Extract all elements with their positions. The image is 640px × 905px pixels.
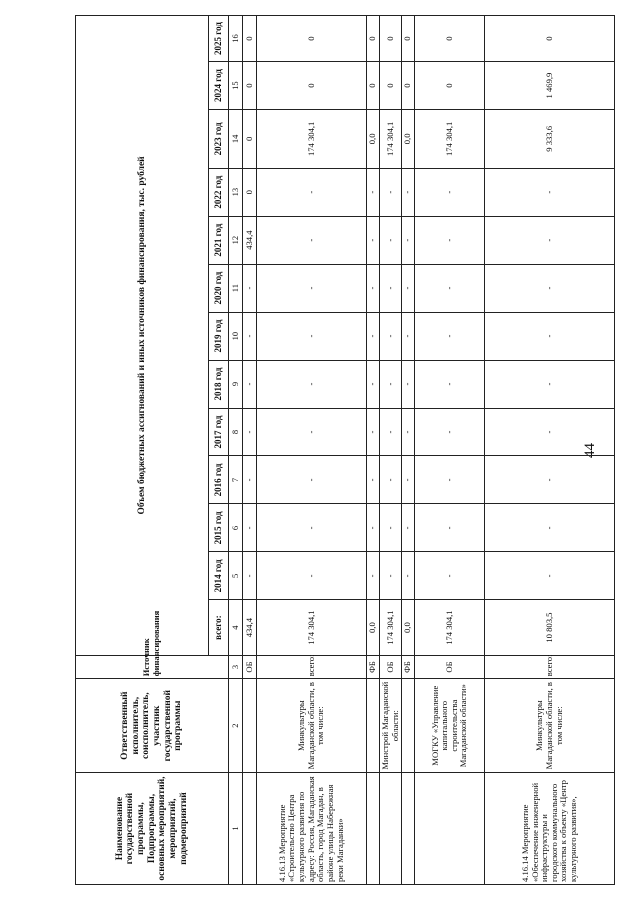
- table-cell: [415, 773, 485, 885]
- table-cell: -: [243, 552, 257, 600]
- header-year: 2016 год: [209, 456, 229, 504]
- table-cell: -: [485, 264, 615, 312]
- table-cell: -: [243, 264, 257, 312]
- table-cell: -: [380, 216, 402, 264]
- table-cell: -: [367, 312, 380, 360]
- page-number: 44: [582, 443, 598, 458]
- header-year: 2014 год: [209, 552, 229, 600]
- col-number: 5: [229, 552, 243, 600]
- table-cell: [380, 773, 402, 885]
- table-cell: 0: [243, 16, 257, 62]
- table-cell: ОБ: [415, 655, 485, 678]
- table-cell: -: [243, 504, 257, 552]
- table-cell: -: [380, 504, 402, 552]
- table-cell: ОБ: [380, 655, 402, 678]
- table-cell: Минкультуры Магаданской области, в том числе:: [485, 679, 615, 773]
- table-cell: -: [367, 456, 380, 504]
- col-number: 13: [229, 168, 243, 216]
- table-cell: 0: [402, 16, 415, 62]
- table-cell: -: [402, 360, 415, 408]
- header-year: 2018 год: [209, 360, 229, 408]
- table-cell: -: [257, 168, 367, 216]
- table-cell: 0: [257, 62, 367, 110]
- col-number: 9: [229, 360, 243, 408]
- document-sheet: [75, 15, 605, 885]
- table-cell: [243, 773, 257, 885]
- table-row: [257, 16, 367, 885]
- table-cell: 0: [415, 16, 485, 62]
- col-number: 2: [229, 679, 243, 773]
- table-cell: -: [367, 360, 380, 408]
- header-year: 2019 год: [209, 312, 229, 360]
- table-cell: [367, 773, 380, 885]
- col-number: 12: [229, 216, 243, 264]
- table-cell: -: [380, 552, 402, 600]
- table-cell: 4.16.14 Мероприятие «Обеспечение инженерной инфраструктуры и городского коммунального хозяйства к объекту «Центр культурного развития»,: [485, 773, 615, 885]
- table-cell: -: [380, 456, 402, 504]
- table-cell: -: [257, 216, 367, 264]
- table-cell: -: [257, 504, 367, 552]
- table-cell: -: [367, 504, 380, 552]
- header-year: 2020 год: [209, 264, 229, 312]
- table-cell: -: [380, 360, 402, 408]
- table-cell: -: [257, 456, 367, 504]
- table-cell: Минкультуры Магаданской области, в том числе:: [257, 679, 367, 773]
- table-cell: 174 304,1: [380, 110, 402, 169]
- header-funding-title: Объем бюджетных ассигнований и иных источников финансирования, тыс. рублей: [76, 16, 209, 656]
- col-number: 8: [229, 408, 243, 456]
- table-cell: 174 304,1: [380, 600, 402, 655]
- table-cell: 0: [243, 62, 257, 110]
- table-cell: 434,4: [243, 216, 257, 264]
- table-cell: -: [257, 360, 367, 408]
- table-cell: -: [485, 216, 615, 264]
- col-number: 4: [229, 600, 243, 655]
- table-cell: 0,0: [367, 600, 380, 655]
- table-cell: -: [402, 456, 415, 504]
- table-cell: [402, 679, 415, 773]
- table-cell: -: [380, 312, 402, 360]
- table-row: [402, 16, 415, 885]
- table-cell: 9 333,6: [485, 110, 615, 169]
- table-cell: -: [415, 408, 485, 456]
- header-funding-source: Источник финансирования: [76, 655, 229, 678]
- table-cell: всего:: [257, 655, 367, 678]
- table-cell: ФБ: [402, 655, 415, 678]
- table-cell: -: [257, 312, 367, 360]
- table-cell: 0: [243, 110, 257, 169]
- table-cell: -: [367, 168, 380, 216]
- table-cell: -: [402, 264, 415, 312]
- table-cell: ОБ: [243, 655, 257, 678]
- table-row: [485, 16, 615, 885]
- header-year: 2025 год: [209, 16, 229, 62]
- table-cell: -: [243, 312, 257, 360]
- table-cell: [402, 773, 415, 885]
- table-cell: [243, 679, 257, 773]
- table-cell: 0,0: [402, 110, 415, 169]
- table-cell: -: [243, 456, 257, 504]
- col-number: 16: [229, 16, 243, 62]
- table-cell: -: [485, 168, 615, 216]
- table-cell: -: [485, 312, 615, 360]
- header-year: 2022 год: [209, 168, 229, 216]
- table-row: [415, 16, 485, 885]
- table-cell: 174 304,1: [257, 110, 367, 169]
- rotated-table-container: [75, 15, 605, 885]
- table-cell: -: [257, 408, 367, 456]
- header-year: 2015 год: [209, 504, 229, 552]
- table-cell: -: [402, 168, 415, 216]
- table-cell: -: [367, 216, 380, 264]
- col-number: 6: [229, 504, 243, 552]
- table-cell: 0: [257, 16, 367, 62]
- table-cell: -: [402, 408, 415, 456]
- table-cell: 10 803,5: [485, 600, 615, 655]
- col-number: 1: [229, 773, 243, 885]
- table-cell: 174 304,1: [257, 600, 367, 655]
- table-cell: 0: [367, 62, 380, 110]
- col-number: 7: [229, 456, 243, 504]
- table-cell: МОГКУ «Управление капитального строительства Магаданской области»: [415, 679, 485, 773]
- header-year: 2017 год: [209, 408, 229, 456]
- table-cell: -: [257, 552, 367, 600]
- table-cell: всего:: [485, 655, 615, 678]
- table-cell: 434,4: [243, 600, 257, 655]
- header-year: 2024 год: [209, 62, 229, 110]
- table-cell: -: [402, 216, 415, 264]
- table-cell: -: [415, 216, 485, 264]
- table-cell: -: [415, 264, 485, 312]
- table-cell: -: [380, 168, 402, 216]
- table-row: [367, 16, 380, 885]
- funding-table: [75, 15, 615, 885]
- table-cell: -: [367, 264, 380, 312]
- table-cell: [367, 679, 380, 773]
- header-program-name: Наименование государственной программы, Подпрограммы, основных мероприятий, мероприятий, подмероприятий: [76, 773, 229, 885]
- col-number: 15: [229, 62, 243, 110]
- table-cell: -: [243, 360, 257, 408]
- table-cell: -: [402, 312, 415, 360]
- table-row: [380, 16, 402, 885]
- table-cell: 1 469,9: [485, 62, 615, 110]
- table-cell: -: [380, 408, 402, 456]
- table-cell: -: [257, 264, 367, 312]
- col-number: 14: [229, 110, 243, 169]
- table-cell: 0: [380, 16, 402, 62]
- table-cell: -: [415, 360, 485, 408]
- table-cell: -: [485, 408, 615, 456]
- table-cell: -: [485, 360, 615, 408]
- header-year: 2023 год: [209, 110, 229, 169]
- table-cell: Минстрой Магаданской области:: [380, 679, 402, 773]
- table-cell: 0: [367, 16, 380, 62]
- table-cell: -: [485, 552, 615, 600]
- table-cell: -: [367, 408, 380, 456]
- table-cell: 0: [243, 168, 257, 216]
- table-cell: -: [402, 504, 415, 552]
- header-executor: Ответственный исполнитель, соисполнитель, участник государственной программы: [76, 679, 229, 773]
- table-cell: -: [415, 552, 485, 600]
- table-cell: -: [402, 552, 415, 600]
- table-cell: -: [415, 456, 485, 504]
- table-cell: -: [415, 168, 485, 216]
- table-cell: -: [415, 504, 485, 552]
- col-number: 3: [229, 655, 243, 678]
- table-cell: -: [380, 264, 402, 312]
- table-cell: 0,0: [402, 600, 415, 655]
- table-row: [243, 16, 257, 885]
- table-cell: 174 304,1: [415, 600, 485, 655]
- table-cell: -: [485, 456, 615, 504]
- col-number: 11: [229, 264, 243, 312]
- table-cell: -: [367, 552, 380, 600]
- table-cell: 0,0: [367, 110, 380, 169]
- header-total: всего:: [209, 600, 229, 655]
- table-cell: 0: [380, 62, 402, 110]
- table-cell: 0: [485, 16, 615, 62]
- table-cell: 174 304,1: [415, 110, 485, 169]
- table-cell: 4.16.13 Мероприятие «Строительство Центра культурного развития по адресу: Россия, Магаданская область, город Магадан, в районе улицы Набережная реки Магаданки»: [257, 773, 367, 885]
- header-year: 2021 год: [209, 216, 229, 264]
- table-cell: -: [243, 408, 257, 456]
- table-body: [243, 16, 615, 885]
- table-cell: 0: [402, 62, 415, 110]
- table-cell: -: [415, 312, 485, 360]
- table-cell: 0: [415, 62, 485, 110]
- table-cell: -: [485, 504, 615, 552]
- col-number: 10: [229, 312, 243, 360]
- table-cell: ФБ: [367, 655, 380, 678]
